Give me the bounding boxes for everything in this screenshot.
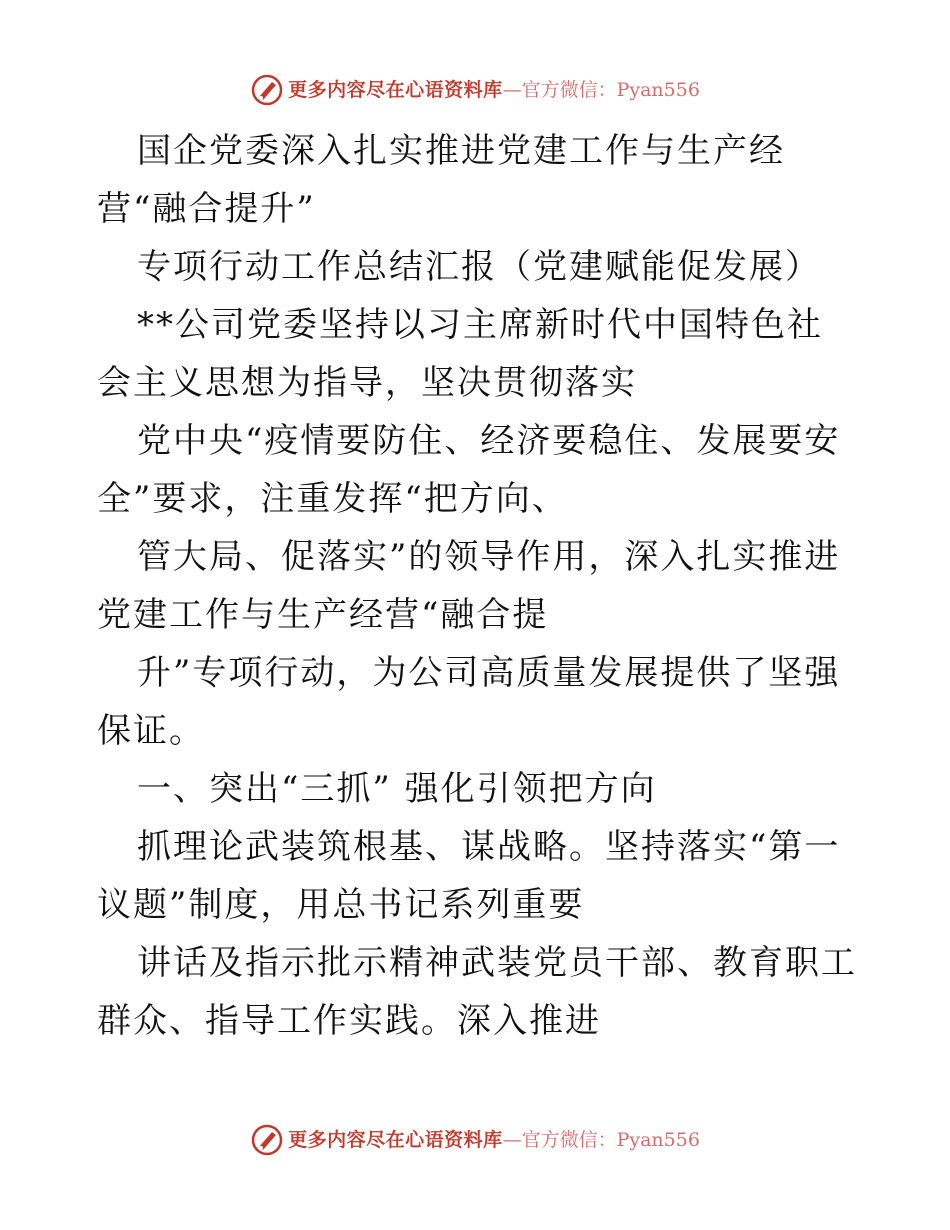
footer-watermark (0, 1120, 950, 1160)
pen-logo-icon (250, 73, 284, 107)
doc-paragraph: 党中央“疫情要防住、经济要稳住、发展要安全”要求，注重发挥“把方向、 (97, 421, 841, 519)
pen-logo-icon (250, 1123, 284, 1157)
document-body (97, 122, 857, 1050)
doc-paragraph: 抓理论武装筑根基、谋战略。坚持落实“第一议题”制度，用总书记系列重要 (97, 827, 841, 925)
header-dash: — (502, 78, 522, 101)
footer-dash: — (502, 1128, 522, 1151)
doc-title-line-1: 国企党委深入扎实推进党建工作与生产经营“融合提升” (97, 131, 785, 229)
doc-title-line-2: 专项行动工作总结汇报（党建赋能促发展） (137, 247, 821, 287)
doc-section-heading: 一、突出“三抓” 强化引领把方向 (137, 769, 657, 809)
header-brand-text: 更多内容尽在心语资料库 (288, 78, 503, 101)
doc-paragraph: **公司党委坚持以习主席新时代中国特色社会主义思想为指导，坚决贯彻落实 (97, 305, 823, 403)
header-contact-text: 官方微信：Pyan556 (521, 78, 700, 101)
footer-contact-text: 官方微信：Pyan556 (521, 1128, 700, 1151)
doc-paragraph: 升”专项行动，为公司高质量发展提供了坚强保证。 (97, 653, 841, 751)
doc-paragraph: 管大局、促落实”的领导作用，深入扎实推进党建工作与生产经营“融合提 (97, 537, 841, 635)
header-watermark (0, 70, 950, 110)
doc-paragraph: 讲话及指示批示精神武装党员干部、教育职工群众、指导工作实践。深入推进 (97, 943, 857, 1041)
footer-brand-text: 更多内容尽在心语资料库 (288, 1128, 503, 1151)
